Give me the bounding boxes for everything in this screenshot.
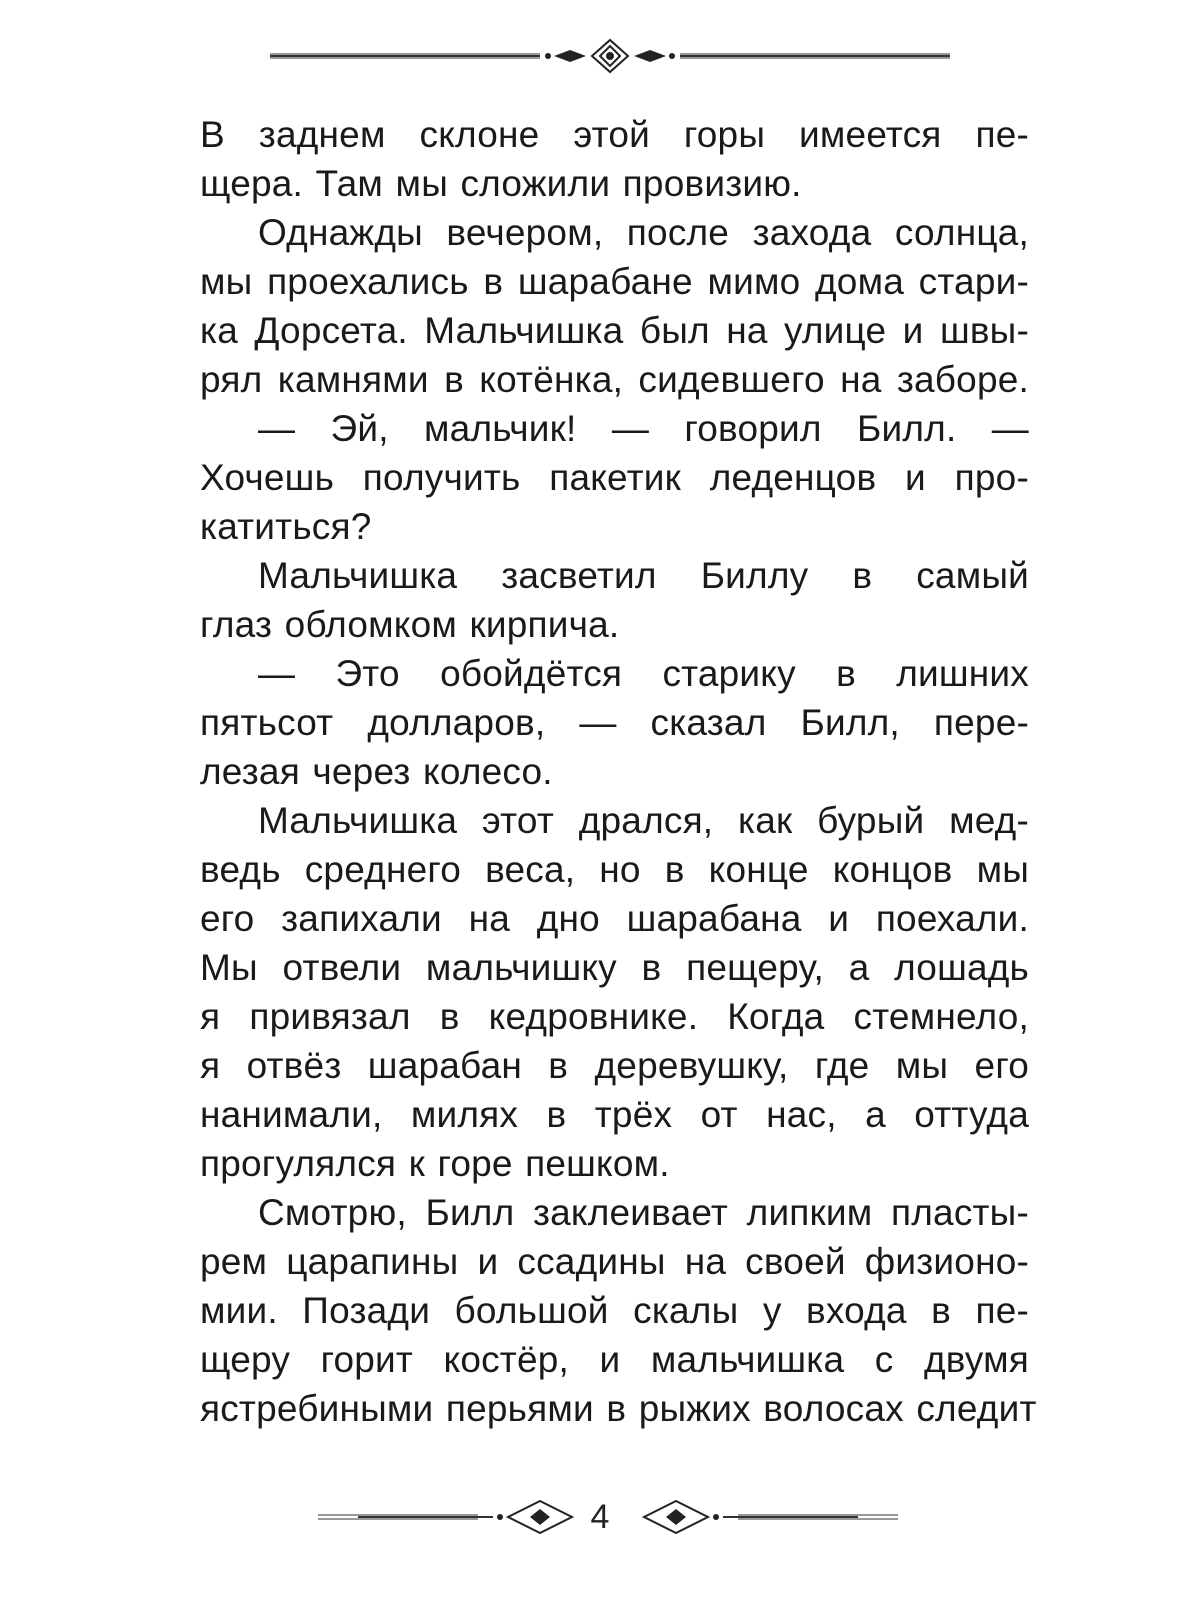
- text-line: глаз обломком кирпича.: [200, 604, 620, 645]
- text-line: я отвёз шарабан в деревушку, где мы его: [200, 1045, 1029, 1086]
- text-line: ведь среднего веса, но в конце концов мы: [200, 849, 1029, 890]
- text-line: — Это обойдётся старику в лишних: [258, 653, 1029, 694]
- text-line: щера. Там мы сложили провизию.: [200, 163, 802, 204]
- text-line: Однажды вечером, после захода солнца,: [258, 212, 1029, 253]
- text-line: щеру горит костёр, и мальчишка с двумя: [200, 1339, 1029, 1380]
- text-line: катиться?: [200, 506, 372, 547]
- text-line: пятьсот долларов, — сказал Билл, пере-: [200, 702, 1029, 743]
- text-line: ястребиными перьями в рыжих волосах следит: [200, 1388, 1037, 1429]
- text-line: В заднем склоне этой горы имеется пе-: [200, 114, 1029, 155]
- top-ornament-divider: [270, 36, 950, 76]
- text-line: Мальчишка засветил Биллу в самый: [258, 555, 1029, 596]
- body-text: [200, 110, 1037, 1433]
- text-line: я привязал в кедровнике. Когда стемнело,: [200, 996, 1029, 1037]
- text-line: ка Дорсета. Мальчишка был на улице и швы-: [200, 310, 1029, 351]
- text-line: рял камнями в котёнка, сидевшего на заборе.: [200, 359, 1029, 400]
- text-line: нанимали, милях в трёх от нас, а оттуда: [200, 1094, 1029, 1135]
- text-line: рем царапины и ссадины на своей физионо-: [200, 1241, 1029, 1282]
- text-line: Мы отвели мальчишку в пещеру, а лошадь: [200, 947, 1029, 988]
- text-line: мы проехались в шарабане мимо дома стари-: [200, 261, 1029, 302]
- text-line: Хочешь получить пакетик леденцов и про-: [200, 457, 1029, 498]
- text-line: его запихали на дно шарабана и поехали.: [200, 898, 1029, 939]
- text-line: Смотрю, Билл заклеивает липким пласты-: [258, 1192, 1029, 1233]
- text-line: — Эй, мальчик! — говорил Билл. —: [258, 408, 1029, 449]
- text-line: прогулялся к горе пешком.: [200, 1143, 670, 1184]
- page-number: 4: [590, 1498, 610, 1536]
- text-line: мии. Позади большой скалы у входа в пе-: [200, 1290, 1029, 1331]
- text-line: Мальчишка этот дрался, как бурый мед-: [258, 800, 1029, 841]
- text-line: лезая через колесо.: [200, 751, 553, 792]
